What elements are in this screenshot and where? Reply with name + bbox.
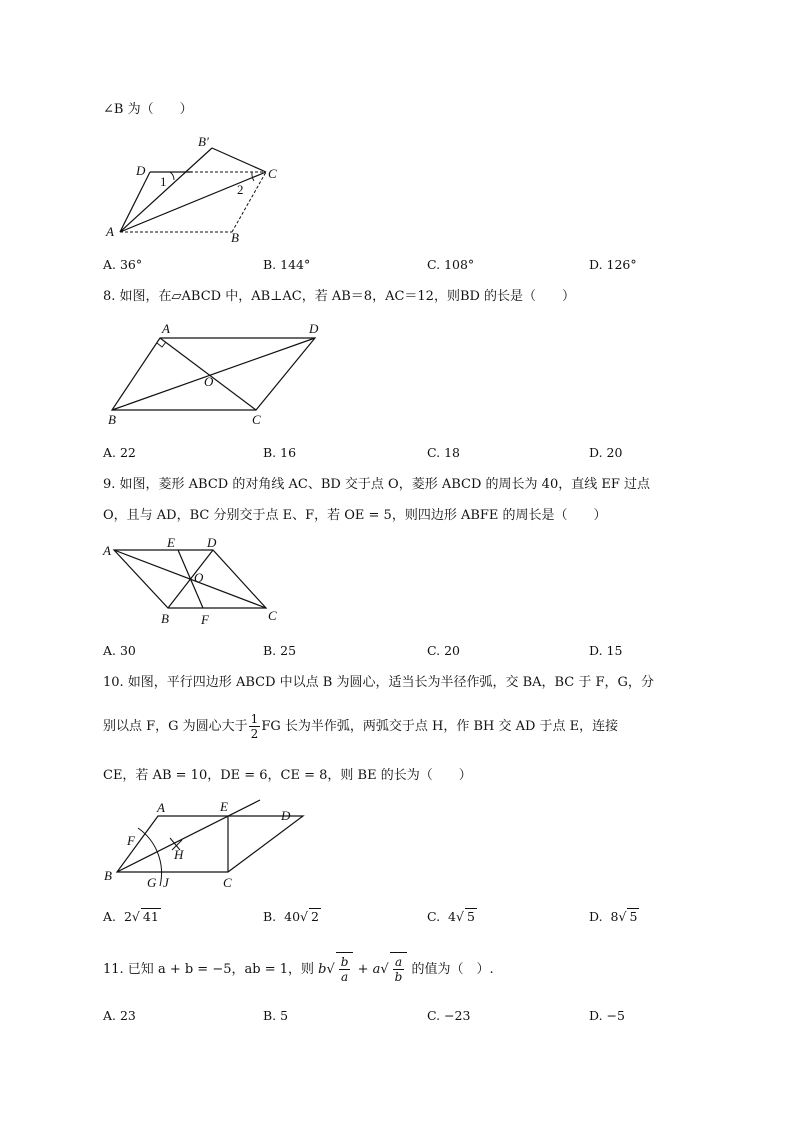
label-A: A — [106, 224, 114, 239]
q11-b: b — [318, 962, 327, 977]
label-C: C — [252, 412, 261, 427]
q10-figure — [100, 796, 310, 892]
label-A: A — [103, 543, 111, 558]
label-D: D — [281, 808, 291, 823]
label-C: C — [268, 608, 277, 623]
q7-option-d: D. 126° — [589, 257, 637, 272]
q11-post: 的值为（ ）. — [411, 962, 494, 977]
q11-option-b: B. 5 — [263, 1008, 289, 1023]
label-B: B — [104, 868, 112, 883]
label-J: J — [163, 875, 169, 890]
label-E: E — [220, 799, 228, 814]
label-angle-1: 1 — [160, 174, 167, 189]
q10-stem-line1: 10. 如图，平行四边形 ABCD 中以点 B 为圆心，适当长为半径作弧，交 BA，BC 于 F，G，分 — [103, 675, 654, 690]
label-C: C — [223, 875, 232, 890]
q11-option-a: A. 23 — [103, 1008, 136, 1023]
q7-stem-tail: ∠B 为（ ） — [103, 102, 193, 117]
q9-option-d: D. 15 — [589, 643, 623, 658]
q11-option-d: D. −5 — [589, 1008, 625, 1023]
q10-option-d: D. 8√ 5 — [589, 909, 638, 924]
label-B: B — [108, 412, 116, 427]
q10-option-c: C. 4√ 5 — [427, 909, 475, 924]
label-angle-2: 2 — [237, 182, 244, 197]
label-C: C — [268, 166, 277, 181]
q10-stem-line2 — [103, 712, 618, 742]
half-fraction: $\frac{1}{2}$ — [250, 712, 259, 741]
label-B: B — [231, 230, 239, 245]
label-D: D — [207, 535, 217, 550]
q8-option-b: B. 16 — [263, 445, 297, 460]
q11-option-c: C. −23 — [427, 1008, 471, 1023]
q8-stem: 8. 如图，在▱ABCD 中，AB⊥AC，若 AB＝8，AC＝12，则BD 的长是（ ） — [103, 289, 576, 304]
q11-pre: 11. 已知 a + b = −5，ab = 1，则 — [103, 962, 314, 977]
q9-option-a: A. 30 — [103, 643, 136, 658]
q11-stem: 11. 已知 a + b = −5，ab = 1，则 b√ $\frac{b}{a}$ + a√ $\frac{a}{b}$ 的值为（ ）. — [103, 952, 494, 987]
q7-option-c: C. 108° — [427, 257, 475, 272]
label-F: F — [201, 612, 209, 627]
q10-option-a: A. 2√ 41 — [103, 909, 159, 924]
q9-figure — [100, 535, 290, 629]
q8-option-d: D. 20 — [589, 445, 623, 460]
label-Bprime: B′ — [198, 134, 209, 149]
label-O: O — [194, 570, 204, 585]
label-F: F — [127, 833, 135, 848]
label-A: A — [162, 321, 170, 336]
label-O: O — [204, 374, 214, 389]
q11-plus-a: + a — [357, 962, 381, 977]
q10-option-b: B. 40√ 2 — [263, 909, 319, 924]
q10-stem-line3: CE，若 AB = 10，DE = 6，CE = 8，则 BE 的长为（ ） — [103, 768, 472, 783]
q8-option-c: C. 18 — [427, 445, 460, 460]
label-G: G — [147, 875, 157, 890]
q9-stem-line1: 9. 如图，菱形 ABCD 的对角线 AC、BD 交于点 O，菱形 ABCD 的周长为 40，直线 EF 过点 — [103, 477, 650, 492]
label-H: H — [174, 847, 184, 862]
q8-option-a: A. 22 — [103, 445, 136, 460]
q7-option-a: A. 36° — [103, 257, 143, 272]
q8-figure — [100, 318, 330, 430]
q9-option-c: C. 20 — [427, 643, 460, 658]
q9-option-b: B. 25 — [263, 643, 297, 658]
label-E: E — [167, 535, 175, 550]
q7-option-b: B. 144° — [263, 257, 311, 272]
q10-line2-post: FG 长为半作弧，两弧交于点 H，作 BH 交 AD 于点 E，连接 — [261, 719, 619, 734]
label-D: D — [309, 321, 319, 336]
q10-line2-pre: 别以点 F，G 为圆心大于 — [103, 719, 248, 734]
label-B: B — [161, 611, 169, 626]
label-A: A — [157, 800, 165, 815]
label-D: D — [136, 163, 146, 178]
q7-figure — [100, 128, 290, 246]
q9-stem-line2: O，且与 AD，BC 分别交于点 E、F，若 OE = 5，则四边形 ABFE 的周长是（ ） — [103, 508, 607, 523]
